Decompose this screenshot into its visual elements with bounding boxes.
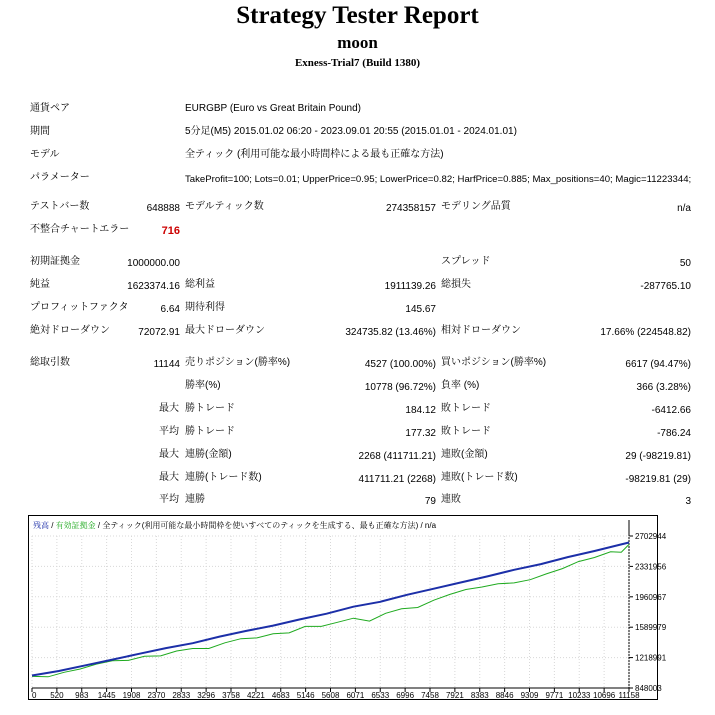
y-tick-label: 2331956 bbox=[635, 562, 667, 572]
gross-loss-value: -287765.10 bbox=[640, 281, 691, 292]
avg-win-value: 177.32 bbox=[405, 428, 436, 439]
legend-separator: / bbox=[418, 521, 425, 530]
pf-value: 6.64 bbox=[160, 304, 180, 315]
pf-label: プロフィットファクタ bbox=[30, 302, 129, 313]
consec-loss-amt-label: 連敗(金額) bbox=[441, 449, 488, 460]
x-tick-label: 1445 bbox=[97, 691, 116, 700]
x-tick-label: 8383 bbox=[470, 691, 489, 700]
consec-profit-label: 連勝(トレード数) bbox=[185, 472, 262, 483]
chart-legend bbox=[33, 520, 437, 530]
model-quality-label: モデリング品質 bbox=[441, 201, 511, 212]
y-tick-label: 1960967 bbox=[635, 592, 667, 602]
consec-loss-value: -98219.81 (29) bbox=[625, 474, 691, 485]
long-value: 6617 (94.47%) bbox=[625, 359, 691, 370]
win-rate-label: 勝率(%) bbox=[185, 380, 221, 391]
x-tick-label: 4221 bbox=[246, 691, 265, 700]
net-label: 純益 bbox=[30, 279, 50, 290]
legend-entry: 全ティック(利用可能な最小時間枠を使いすべてのティックを生成する、最も正確な方法) bbox=[102, 521, 419, 530]
symbol-label: 通貨ペア bbox=[30, 103, 70, 114]
abs-dd-value: 72072.91 bbox=[138, 327, 180, 338]
y-tick-label: 848003 bbox=[635, 684, 662, 693]
mismatch-value: 716 bbox=[161, 225, 180, 237]
x-tick-label: 6996 bbox=[396, 691, 415, 700]
x-tick-label: 1908 bbox=[122, 691, 141, 700]
max3-prefix: 最大 bbox=[159, 472, 179, 483]
x-tick-label: 3758 bbox=[222, 691, 240, 700]
consec-wins-amt-label: 連勝(金額) bbox=[185, 449, 232, 460]
x-tick-label: 2833 bbox=[172, 691, 191, 700]
avg-consec-loss-value: 3 bbox=[685, 496, 691, 507]
x-tick-label: 7458 bbox=[421, 691, 439, 700]
x-tick-label: 9771 bbox=[545, 691, 564, 700]
expert-name: moon bbox=[337, 33, 378, 52]
x-tick-label: 3296 bbox=[197, 691, 216, 700]
test-bars-label: テストバー数 bbox=[30, 201, 90, 212]
avg-loss-label: 敗トレード bbox=[441, 426, 491, 437]
loss-rate-value: 366 (3.28%) bbox=[636, 382, 691, 393]
x-tick-label: 5146 bbox=[296, 691, 315, 700]
avg-consec-win-value: 79 bbox=[424, 496, 436, 507]
model-ticks-value: 274358157 bbox=[385, 203, 436, 214]
x-tick-label: 6071 bbox=[346, 691, 365, 700]
x-tick-label: 9309 bbox=[520, 691, 539, 700]
equity-chart-svg bbox=[29, 516, 667, 701]
x-tick-label: 5608 bbox=[321, 691, 340, 700]
avg-loss-value: -786.24 bbox=[657, 428, 691, 439]
max-loss-value: -6412.66 bbox=[651, 405, 691, 416]
loss-rate-label: 負率 (%) bbox=[441, 380, 480, 391]
x-tick-label: 983 bbox=[75, 691, 89, 700]
max-win-label: 勝トレード bbox=[185, 403, 235, 414]
params-value: TakeProfit=100; Lots=0.01; UpperPrice=0.95; LowerPrice=0.82; HarfPrice=0.885; Max_positions=40; Magic=11223344; bbox=[185, 174, 692, 185]
spread-value: 50 bbox=[679, 258, 691, 269]
rel-dd-label: 相対ドローダウン bbox=[441, 325, 521, 336]
x-tick-label: 4683 bbox=[271, 691, 290, 700]
legend-entry: 有効証拠金 bbox=[55, 521, 96, 530]
y-tick-label: 1589979 bbox=[635, 623, 667, 633]
legend-entry: 残高 bbox=[33, 521, 49, 530]
expected-value: 145.67 bbox=[405, 304, 436, 315]
max-win-value: 184.12 bbox=[405, 405, 436, 416]
x-tick-label: 6533 bbox=[371, 691, 390, 700]
y-tick-label: 2702944 bbox=[635, 532, 667, 541]
y-tick-label: 1218991 bbox=[635, 653, 667, 663]
max-prefix: 最大 bbox=[159, 403, 179, 414]
consec-loss-amt-value: 29 (-98219.81) bbox=[625, 451, 691, 462]
legend-separator: / bbox=[95, 521, 103, 530]
mismatch-label: 不整合チャートエラー bbox=[30, 224, 130, 235]
rel-dd-value: 17.66% (224548.82) bbox=[600, 327, 691, 338]
period-label: 期間 bbox=[30, 126, 50, 137]
spread-label: スプレッド bbox=[441, 256, 491, 267]
gross-loss-label: 総損失 bbox=[441, 279, 471, 290]
avg2-prefix: 平均 bbox=[159, 494, 179, 505]
model-label: モデル bbox=[30, 149, 60, 160]
params-label: パラメーター bbox=[30, 172, 90, 183]
deposit-label: 初期証拠金 bbox=[30, 256, 80, 267]
total-trades-value: 11144 bbox=[153, 359, 180, 370]
long-label: 買いポジション(勝率%) bbox=[441, 357, 547, 368]
avg-consec-loss-label: 連敗 bbox=[441, 494, 461, 505]
x-tick-label: 10696 bbox=[593, 691, 616, 700]
x-tick-label: 520 bbox=[50, 691, 64, 700]
avg-win-label: 勝トレード bbox=[185, 426, 235, 437]
equity-chart bbox=[28, 515, 667, 700]
model-ticks-label: モデルティック数 bbox=[185, 201, 264, 212]
gross-profit-label: 総利益 bbox=[185, 279, 215, 290]
symbol-value: EURGBP (Euro vs Great Britain Pound) bbox=[185, 103, 361, 114]
legend-separator: / bbox=[49, 521, 56, 530]
max-dd-label: 最大ドローダウン bbox=[185, 325, 265, 336]
x-tick-label: 0 bbox=[32, 691, 37, 700]
consec-loss-label: 連敗(トレード数) bbox=[441, 472, 518, 483]
report-title: Strategy Tester Report bbox=[236, 2, 479, 29]
deposit-value: 1000000.00 bbox=[127, 258, 180, 269]
model-value: 全ティック (利用可能な最小時間枠による最も正確な方法) bbox=[185, 149, 444, 160]
short-label: 売りポジション(勝率%) bbox=[185, 357, 291, 368]
avg-consec-win-label: 連勝 bbox=[185, 494, 205, 505]
model-quality-value: n/a bbox=[677, 203, 691, 214]
max-loss-label: 敗トレード bbox=[441, 403, 491, 414]
net-value: 1623374.16 bbox=[127, 281, 180, 292]
total-trades-label: 総取引数 bbox=[30, 357, 70, 368]
x-tick-label: 2370 bbox=[147, 691, 166, 700]
expected-label: 期待利得 bbox=[185, 302, 225, 313]
max2-prefix: 最大 bbox=[159, 449, 179, 460]
win-rate-value: 10778 (96.72%) bbox=[364, 382, 436, 393]
short-value: 4527 (100.00%) bbox=[364, 359, 436, 370]
gross-profit-value: 1911139.26 bbox=[384, 281, 436, 292]
x-tick-label: 11158 bbox=[618, 691, 640, 700]
x-tick-label: 10233 bbox=[568, 691, 591, 700]
consec-profit-value: 411711.21 (2268) bbox=[358, 474, 436, 485]
avg-prefix: 平均 bbox=[159, 426, 179, 437]
legend-entry: n/a bbox=[424, 521, 437, 530]
test-bars-value: 648888 bbox=[146, 203, 180, 214]
x-tick-label: 7921 bbox=[445, 691, 464, 700]
server-build: Exness-Trial7 (Build 1380) bbox=[294, 57, 421, 69]
x-tick-label: 8846 bbox=[495, 691, 514, 700]
consec-wins-amt-value: 2268 (411711.21) bbox=[358, 451, 436, 462]
max-dd-value: 324735.82 (13.46%) bbox=[345, 327, 436, 338]
period-value: 5分足(M5) 2015.01.02 06:20 - 2023.09.01 20:55 (2015.01.01 - 2024.01.01) bbox=[185, 126, 517, 137]
abs-dd-label: 絶対ドローダウン bbox=[30, 325, 110, 336]
